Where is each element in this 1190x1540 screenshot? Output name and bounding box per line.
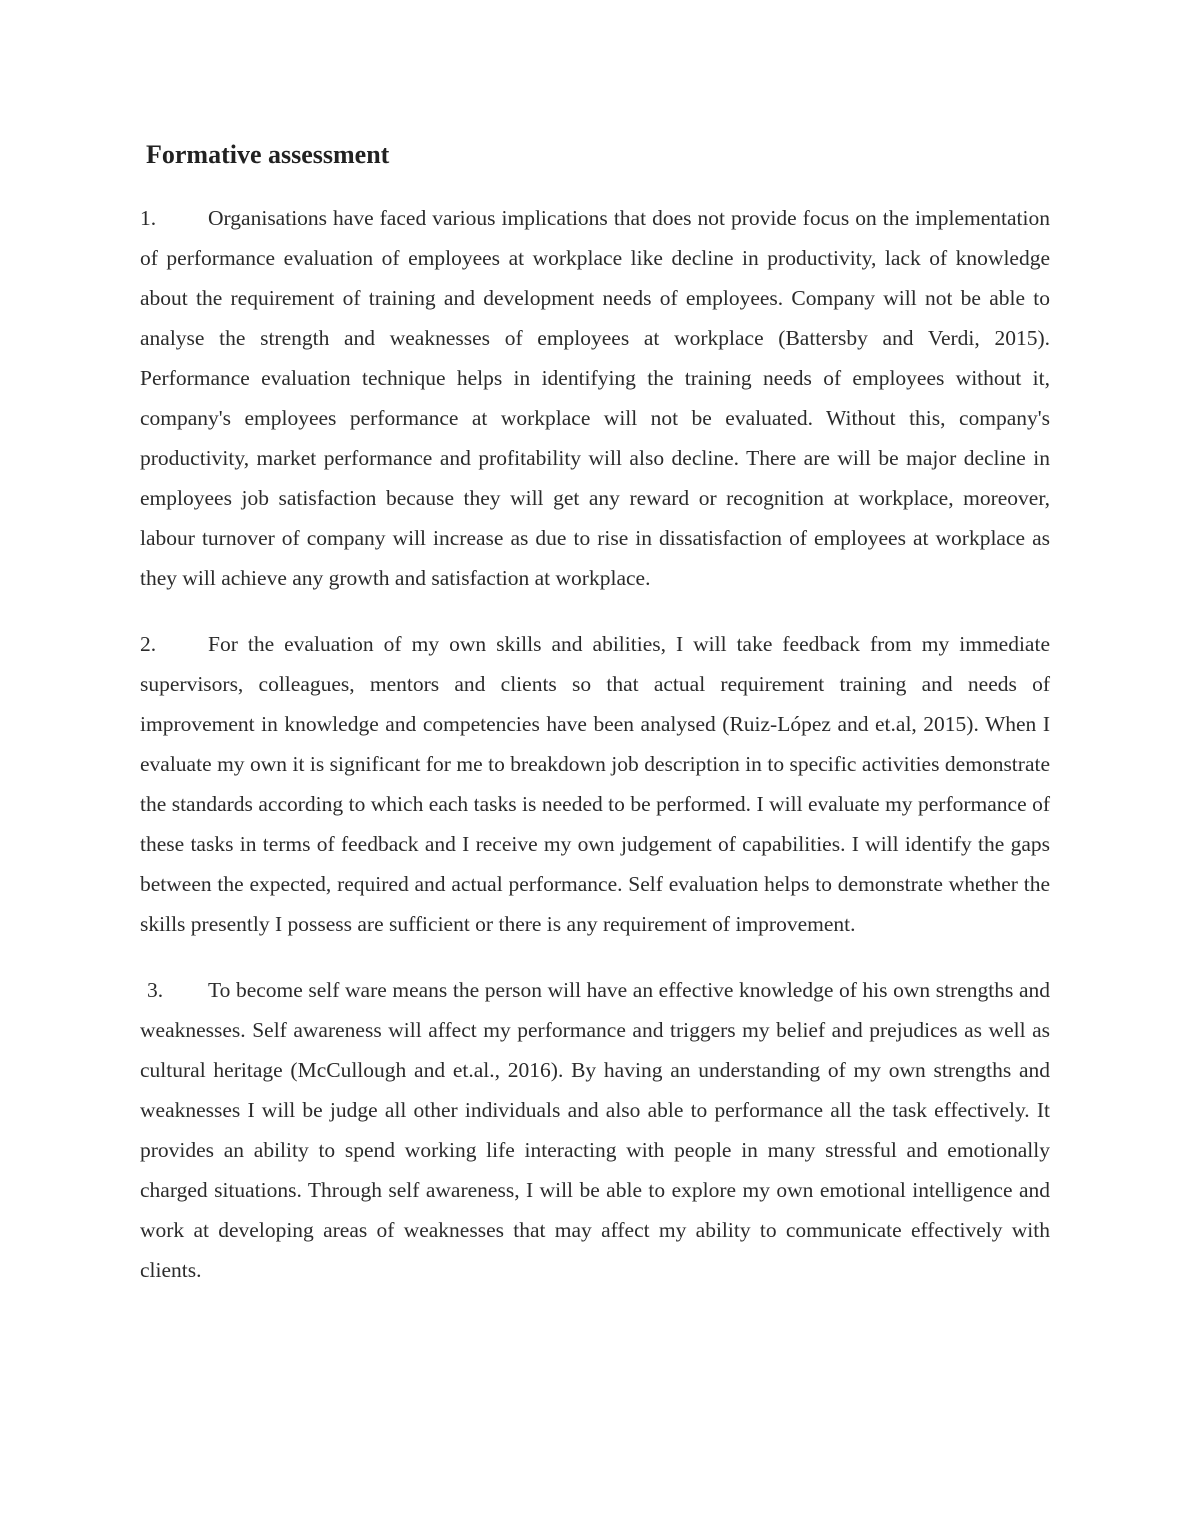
paragraph-3-text: To become self ware means the person will have an effective knowledge of his own strengths and weaknesses. Self awareness will affect my performance and triggers my belief and prejudices as well as cultural heritage (McCullough and et.al., 2016). By having an understanding of my own strengths and weaknesses I will be judge all other individuals and also able to performance all the task effectively. It provides an ability to spend working life interacting with people in many stressful and emotionally charged situations. Through self awareness, I will be able to explore my own emotional intelligence and work at developing areas of weaknesses that may affect my ability to communicate effectively with clients. (140, 978, 1050, 1282)
paragraph-2-text: For the evaluation of my own skills and abilities, I will take feedback from my immediate supervisors, colleagues, mentors and clients so that actual requirement training and needs of improvement in knowledge and competencies have been analysed (Ruiz-López and et.al, 2015). When I evaluate my own it is significant for me to breakdown job description in to specific activities demonstrate the standards according to which each tasks is needed to be performed. I will evaluate my performance of these tasks in terms of feedback and I receive my own judgement of capabilities. I will identify the gaps between the expected, required and actual performance. Self evaluation helps to demonstrate whether the skills presently I possess are sufficient or there is any requirement of improvement. (140, 632, 1050, 936)
paragraph-3 (140, 970, 1050, 1290)
paragraph-3-number: 3. (147, 978, 164, 1002)
paragraph-2-number: 2. (140, 632, 157, 656)
paragraph-1-text: Organisations have faced various implications that does not provide focus on the implementation of performance evaluation of employees at workplace like decline in productivity, lack of knowledge about the requirement of training and development needs of employees. Company will not be able to analyse the strength and weaknesses of employees at workplace (Battersby and Verdi, 2015). Performance evaluation technique helps in identifying the training needs of employees without it, company's employees performance at workplace will not be evaluated. Without this, company's productivity, market performance and profitability will also decline. There are will be major decline in employees job satisfaction because they will get any reward or recognition at workplace, moreover, labour turnover of company will increase as due to rise in dissatisfaction of employees at workplace as they will achieve any growth and satisfaction at workplace. (140, 206, 1050, 590)
paragraph-1 (140, 198, 1050, 598)
paragraph-2 (140, 624, 1050, 944)
document-title: Formative assessment (146, 140, 390, 169)
paragraph-1-number: 1. (140, 206, 157, 230)
